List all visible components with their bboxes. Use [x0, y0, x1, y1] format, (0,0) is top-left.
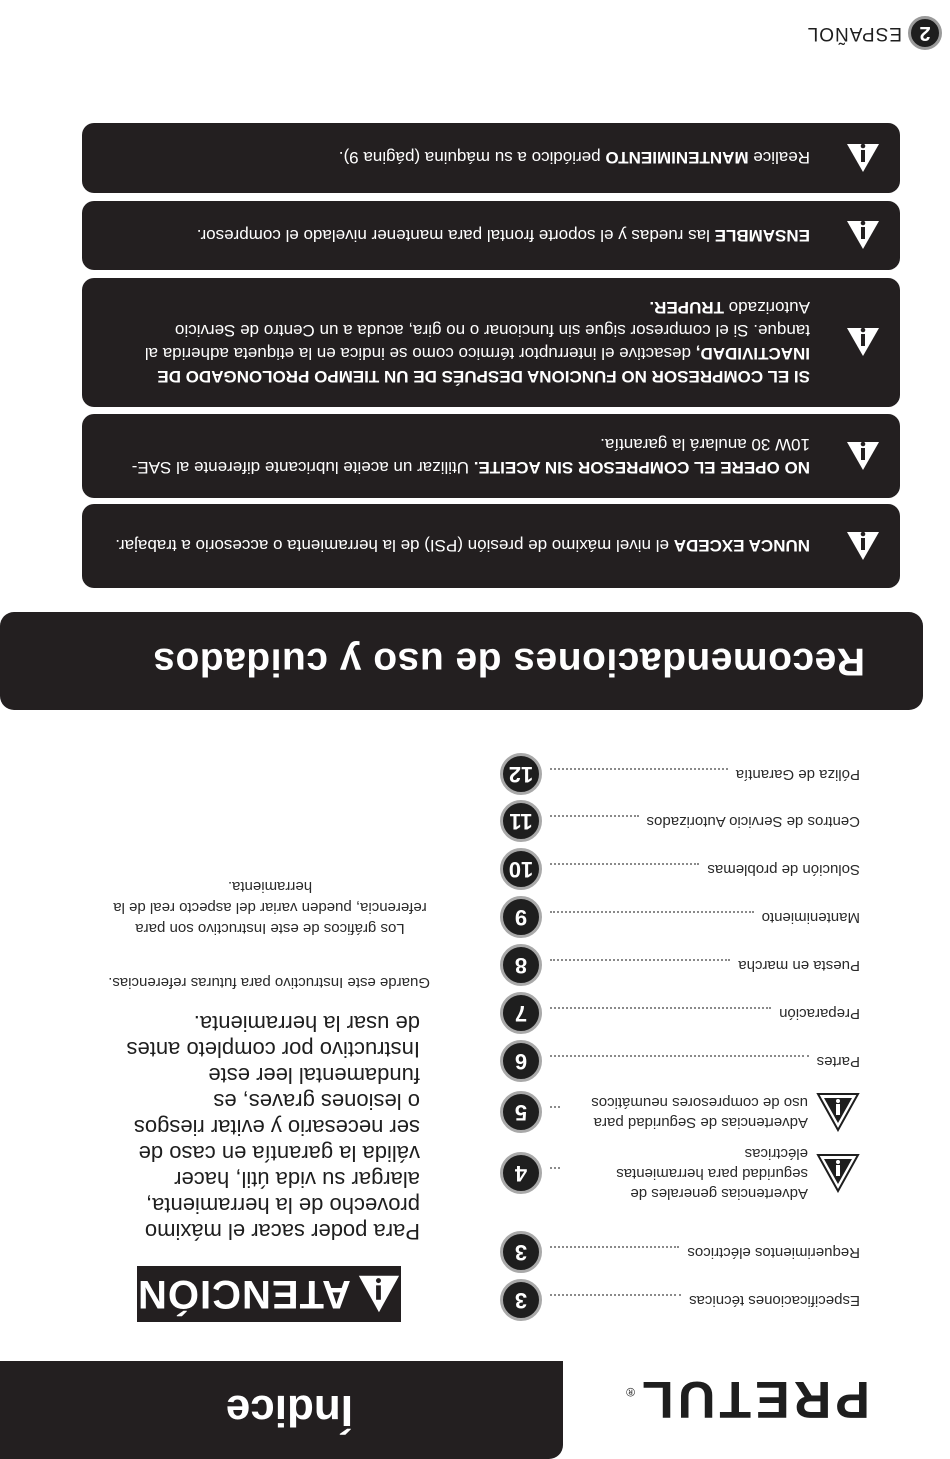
index-item: Puesta en marcha 8 — [500, 944, 860, 986]
section-title: Recomendaciones de uso y cuidados — [152, 640, 865, 683]
index-number: 9 — [500, 896, 542, 938]
graphics-note: Los gráficos de este Instructivo son para referencia, pueden variar del aspecto real de la herramienta. — [113, 878, 427, 937]
warning-icon — [846, 143, 880, 173]
truper-brand: TRUPER. — [649, 298, 724, 318]
warning-presion — [82, 504, 900, 588]
attention-body: Para poder sacar el máximo provecho de la herramienta, alargar su vida útil, hacer válida la garantía en caso de ser necesario y evitar riesgos o lesiones graves, es fundamental leer este Instructivo por completo antes de usar la herramienta. — [126, 1011, 420, 1244]
index-item: Centros de Servicio Autorizados 11 — [500, 800, 860, 842]
section-band — [0, 612, 923, 710]
index-item: Preparación 7 — [500, 992, 860, 1034]
warning-icon — [846, 441, 880, 471]
warning-icon — [846, 328, 880, 358]
warning-icon — [846, 221, 880, 251]
warning-text: Realice MANTENIMIENTO periódico a su máquina (página 9). — [338, 148, 810, 168]
index-item: Advertencias generales de seguridad para herramientas eléctricas 4 — [500, 1143, 860, 1203]
language-label: ESPAÑOL — [806, 23, 902, 44]
warning-ensamble — [82, 201, 900, 270]
index-number: 6 — [500, 1040, 542, 1082]
index-item: Especificaciones técnicas 3 — [500, 1279, 860, 1321]
page-header — [807, 16, 942, 50]
registered-mark: ® — [626, 1385, 635, 1399]
index-number: 7 — [500, 992, 542, 1034]
page-number: 2 — [908, 16, 942, 50]
index-number: 11 — [500, 800, 542, 842]
index-title: Índice — [225, 1386, 353, 1435]
warning-triangle-icon — [816, 1092, 860, 1132]
warning-text: ENSAMBLE las ruedas y el soporte frontal para mantener nivelado el compresor. — [196, 226, 810, 245]
attention-box — [137, 1266, 401, 1322]
warning-icon — [357, 1273, 401, 1315]
warning-text: NUNCA EXCEDA el nivel máximo de presión (PSI) de la herramienta o accesorio a trabajar. — [115, 536, 810, 556]
index-band — [0, 1361, 563, 1459]
warning-text: SI EL COMPRESOR NO FUNCIONA DESPUÉS DE UN TIEMPO PROLONGADO DE INACTIVIDAD, desactive el interruptor térmico como se indica en la etiqueta adherida al tanque. Si el compresor sigue sin funcionar o no gira, acuda a un Centro de Servicio Autorizado TRUPER. — [144, 298, 810, 387]
index-item: Advertencias de Seguridad para uso de compresores neumáticos 5 — [500, 1091, 860, 1133]
warning-aceite — [82, 414, 900, 498]
warning-text: NO OPERE EL COMPRESOR SIN ACEITE. Utilizar un aceite lubricante diferente al SAE-10W 30 anulará la garantía. — [131, 435, 810, 477]
attention-title: ATENCIÓN — [137, 1272, 351, 1317]
index-number: 4 — [500, 1152, 542, 1194]
index-number: 3 — [500, 1279, 542, 1321]
index-item: Mantenimiento 9 — [500, 896, 860, 938]
index-number: 10 — [500, 848, 542, 890]
index-number: 5 — [500, 1091, 542, 1133]
warning-icon — [846, 531, 880, 561]
index-item: Póliza de Garantía 12 — [500, 753, 860, 795]
warning-triangle-icon — [816, 1153, 860, 1193]
index-number: 12 — [500, 753, 542, 795]
index-number: 8 — [500, 944, 542, 986]
warning-inactividad — [82, 278, 900, 407]
index-item: Solución de problemas 10 — [500, 848, 860, 890]
keep-note: Guarde este Instructivo para futuras referencias. — [108, 974, 430, 991]
index-number: 3 — [500, 1231, 542, 1273]
index-item: Requerimientos eléctricos 3 — [500, 1231, 860, 1273]
index-item: Partes 6 — [500, 1040, 860, 1082]
brand-logo — [626, 1369, 870, 1429]
warning-mantenimiento — [82, 123, 900, 193]
brand-name: PRETUL — [638, 1370, 870, 1428]
